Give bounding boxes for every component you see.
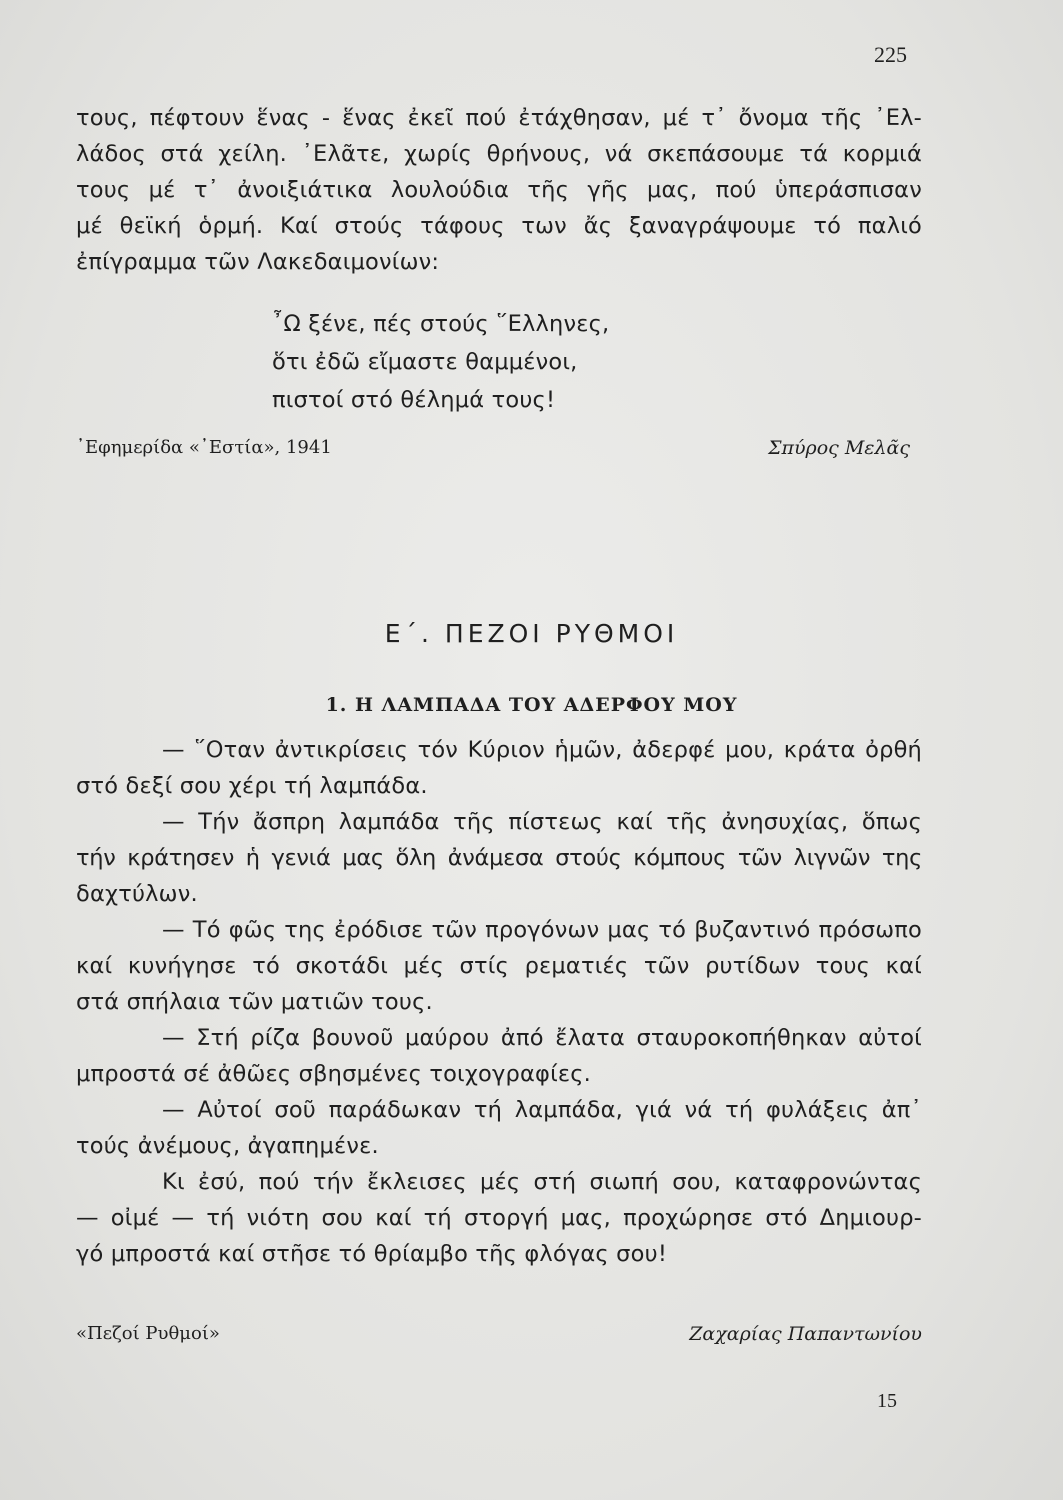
credit-author: Ζαχαρίας Παπαντωνίου xyxy=(689,1323,922,1345)
paragraph-line: ἐπίγραμμα τῶν Λακεδαιμονίων: xyxy=(76,249,440,275)
poem-line: — Αὐτοί σοῦ παράδωκαν τή λαμπάδα, γιά νά τή φυλάξεις ἀπ᾽ xyxy=(162,1097,922,1123)
epigram-line: πιστοί στό θέλημά τους! xyxy=(272,387,556,413)
poem-line: τούς ἀνέμους, ἀγαπημένε. xyxy=(76,1133,379,1159)
top-paragraph xyxy=(76,100,922,280)
poem-title: 1. Η ΛΑΜΠΑΔΑ ΤΟΥ ΑΔΕΡΦΟΥ ΜΟΥ xyxy=(325,694,738,716)
credit-book: «Πεζοί Ρυθμοί» xyxy=(76,1323,220,1344)
page-number: 225 xyxy=(874,42,907,67)
poem-line: στό δεξί σου χέρι τή λαμπάδα. xyxy=(76,773,428,799)
folio-number: 15 xyxy=(877,1390,897,1412)
paragraph-line: μέ θεϊκή ὁρμή. Καί στούς τάφους των ἄς ξαναγράψουμε τό παλιό xyxy=(76,213,922,239)
poem-line: στά σπήλαια τῶν ματιῶν τους. xyxy=(76,989,433,1015)
poem-line: — ῞Οταν ἀντικρίσεις τόν Κύριον ἡμῶν, ἀδερφέ μου, κράτα ὀρθή xyxy=(162,737,922,763)
epigram-line: ὅτι ἐδῶ εἴμαστε θαμμένοι, xyxy=(272,349,578,375)
source-author: Σπύρος Μελᾶς xyxy=(768,437,910,459)
poem-line: καί κυνήγησε τό σκοτάδι μές στίς ρεματιές τῶν ρυτίδων τους καί xyxy=(76,953,922,979)
poem-line: — Στή ρίζα βουνοῦ μαύρου ἀπό ἔλατα σταυροκοπήθηκαν αὐτοί xyxy=(162,1025,922,1051)
poem-line: μπροστά σέ ἀθῶες σβησμένες τοιχογραφίες. xyxy=(76,1061,592,1087)
poem-line: — Τό φῶς της ἐρόδισε τῶν προγόνων μας τό βυζαντινό πρόσωπο xyxy=(162,917,922,943)
poem-line: δαχτύλων. xyxy=(76,881,198,907)
source-publication: ᾽Εφημερίδα «᾽Εστία», 1941 xyxy=(76,437,332,458)
epigram-line: ῏Ω ξένε, πές στούς ῞Ελληνες, xyxy=(272,311,610,337)
epigram xyxy=(272,305,609,419)
section-title: Ε΄. ΠΕΖΟΙ ΡΥΘΜΟΙ xyxy=(384,619,679,648)
paragraph-line: τους, πέφτουν ἕνας - ἕνας ἐκεῖ πού ἐτάχθησαν, μέ τ᾽ ὄνομα τῆς ᾽Ελ- xyxy=(76,105,922,131)
poem-line: γό μπροστά καί στῆσε τό θρίαμβο τῆς φλόγας σου! xyxy=(76,1241,668,1267)
paragraph-line: τους μέ τ᾽ ἀνοιξιάτικα λουλούδια τῆς γῆς μας, πού ὑπεράσπισαν xyxy=(76,177,922,203)
poem-body xyxy=(76,732,922,1272)
poem-line: — Τήν ἄσπρη λαμπάδα τῆς πίστεως καί τῆς ἀνησυχίας, ὅπως xyxy=(162,809,922,835)
poem-line: Κι ἐσύ, πού τήν ἔκλεισες μές στή σιωπή σου, καταφρονώντας xyxy=(162,1169,922,1195)
paragraph-line: λάδος στά χείλη. ᾽Ελᾶτε, χωρίς θρήνους, νά σκεπάσουμε τά κορμιά xyxy=(76,141,922,167)
poem-line: — οἰμέ — τή νιότη σου καί τή στοργή μας, προχώρησε στό Δημιουρ- xyxy=(76,1205,922,1231)
poem-line: τήν κράτησεν ἡ γενιά μας ὅλη ἀνάμεσα στούς κόμπους τῶν λιγνῶν της xyxy=(76,845,922,871)
